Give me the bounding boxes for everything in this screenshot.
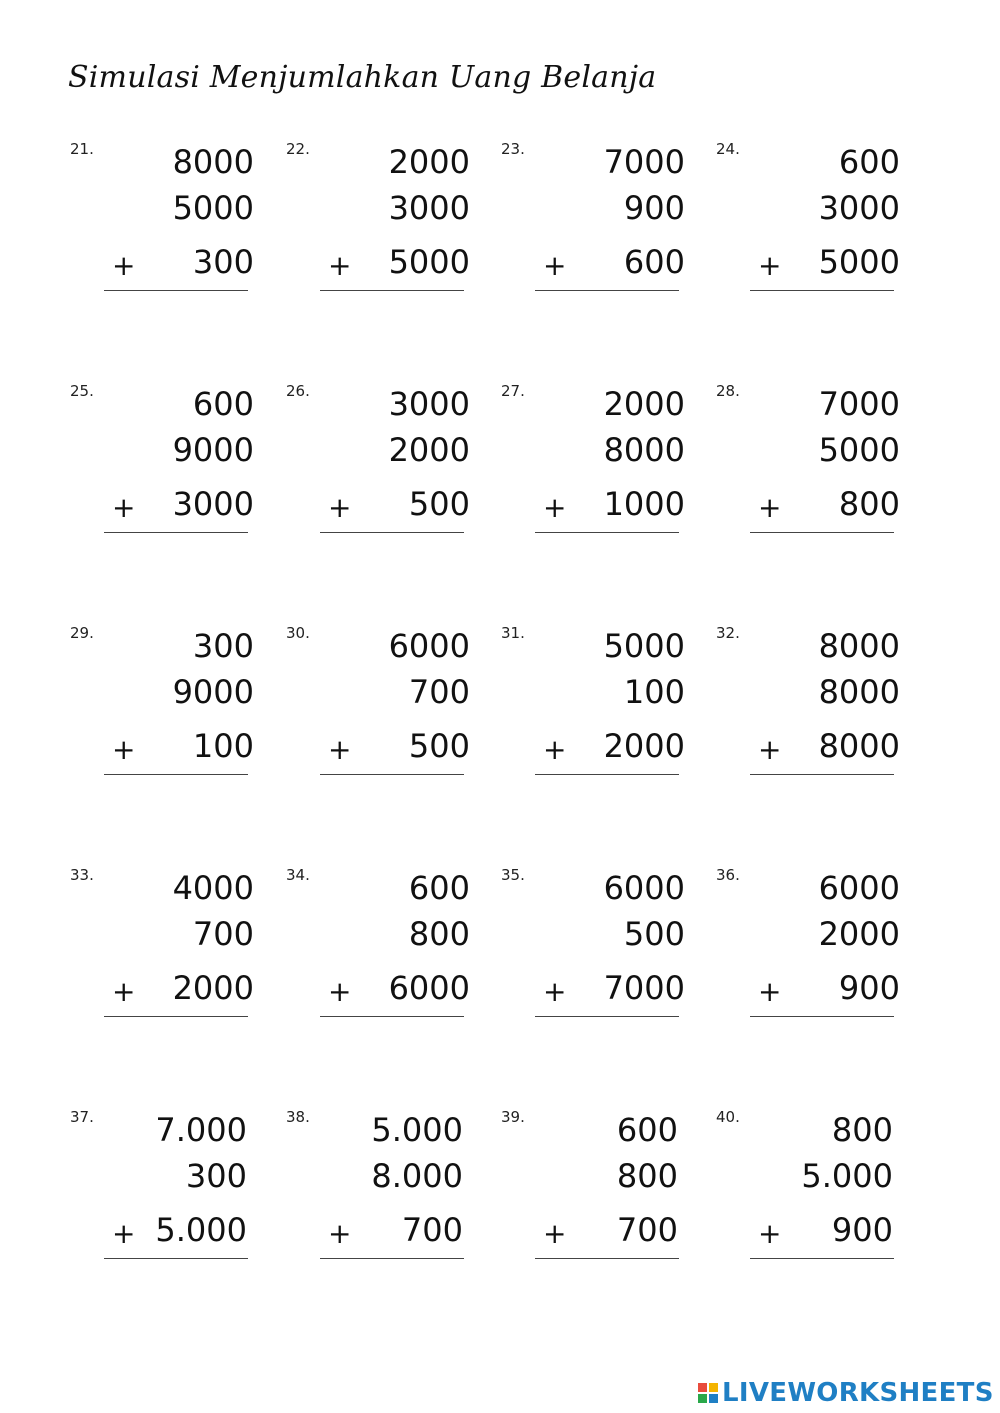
problem-number: 37.	[70, 1108, 94, 1126]
addend-1: 5.000	[371, 1111, 463, 1149]
addend-3: 5000	[818, 243, 900, 281]
addend-3: 6000	[388, 969, 470, 1007]
addend-3: 500	[408, 727, 470, 765]
addend-2: 3000	[818, 189, 900, 227]
problem-number: 22.	[286, 140, 310, 158]
addend-1: 2000	[388, 143, 470, 181]
logo-square	[709, 1383, 718, 1392]
addend-1: 800	[831, 1111, 893, 1149]
addition-problem	[501, 624, 701, 794]
addend-3: 900	[831, 1211, 893, 1249]
sum-line	[320, 774, 464, 775]
addend-1: 6000	[603, 869, 685, 907]
problem-number: 34.	[286, 866, 310, 884]
brand-footer[interactable]	[698, 1378, 994, 1408]
problem-number: 23.	[501, 140, 525, 158]
plus-sign: +	[758, 491, 782, 524]
problem-number: 36.	[716, 866, 740, 884]
problem-number: 32.	[716, 624, 740, 642]
page-title: Simulasi Menjumlahkan Uang Belanja	[68, 60, 657, 95]
sum-line	[535, 1258, 679, 1259]
plus-sign: +	[112, 1217, 136, 1250]
sum-line	[320, 532, 464, 533]
logo-square	[698, 1383, 707, 1392]
sum-line	[104, 290, 248, 291]
addend-2: 100	[623, 673, 685, 711]
plus-sign: +	[328, 733, 352, 766]
plus-sign: +	[543, 491, 567, 524]
plus-sign: +	[758, 249, 782, 282]
addend-2: 500	[623, 915, 685, 953]
addend-2: 2000	[818, 915, 900, 953]
addition-problem	[501, 1108, 701, 1278]
addend-3: 2000	[172, 969, 254, 1007]
addend-3: 5000	[388, 243, 470, 281]
addition-problem	[286, 624, 486, 794]
sum-line	[535, 1016, 679, 1017]
addend-3: 100	[192, 727, 254, 765]
plus-sign: +	[543, 975, 567, 1008]
addend-2: 900	[623, 189, 685, 227]
addend-3: 900	[838, 969, 900, 1007]
addend-3: 2000	[603, 727, 685, 765]
problem-number: 38.	[286, 1108, 310, 1126]
sum-line	[535, 532, 679, 533]
addition-problem	[501, 382, 701, 552]
problem-number: 27.	[501, 382, 525, 400]
sum-line	[750, 532, 894, 533]
addend-1: 4000	[172, 869, 254, 907]
plus-sign: +	[758, 733, 782, 766]
addend-2: 800	[408, 915, 470, 953]
sum-line	[320, 1016, 464, 1017]
addend-1: 6000	[818, 869, 900, 907]
sum-line	[750, 290, 894, 291]
sum-line	[535, 774, 679, 775]
problem-number: 35.	[501, 866, 525, 884]
addition-problem	[716, 140, 916, 310]
addend-3: 600	[623, 243, 685, 281]
sum-line	[535, 290, 679, 291]
addend-2: 800	[616, 1157, 678, 1195]
plus-sign: +	[328, 1217, 352, 1250]
addend-3: 1000	[603, 485, 685, 523]
addend-2: 9000	[172, 431, 254, 469]
addend-1: 7000	[818, 385, 900, 423]
addition-problem	[501, 866, 701, 1036]
addend-1: 600	[192, 385, 254, 423]
plus-sign: +	[758, 1217, 782, 1250]
brand-name: LIVEWORKSHEETS	[722, 1378, 994, 1408]
addend-1: 2000	[603, 385, 685, 423]
addend-2: 8000	[818, 673, 900, 711]
addend-2: 5000	[818, 431, 900, 469]
plus-sign: +	[112, 491, 136, 524]
addition-problem	[286, 140, 486, 310]
sum-line	[104, 1258, 248, 1259]
addend-1: 8000	[818, 627, 900, 665]
problem-number: 30.	[286, 624, 310, 642]
addend-2: 8.000	[371, 1157, 463, 1195]
addition-problem	[501, 140, 701, 310]
addend-1: 8000	[172, 143, 254, 181]
addend-1: 600	[616, 1111, 678, 1149]
addend-3: 700	[401, 1211, 463, 1249]
problem-number: 40.	[716, 1108, 740, 1126]
liveworksheets-logo-icon	[698, 1383, 718, 1403]
addition-problem	[286, 382, 486, 552]
plus-sign: +	[112, 733, 136, 766]
problem-number: 21.	[70, 140, 94, 158]
addend-3: 5.000	[155, 1211, 247, 1249]
addend-1: 3000	[388, 385, 470, 423]
plus-sign: +	[328, 975, 352, 1008]
addend-3: 300	[192, 243, 254, 281]
addition-problem	[286, 1108, 486, 1278]
sum-line	[104, 774, 248, 775]
sum-line	[750, 1016, 894, 1017]
plus-sign: +	[328, 491, 352, 524]
addend-1: 7.000	[155, 1111, 247, 1149]
addition-problem	[716, 624, 916, 794]
addend-3: 800	[838, 485, 900, 523]
problem-number: 29.	[70, 624, 94, 642]
logo-square	[709, 1394, 718, 1403]
problem-number: 39.	[501, 1108, 525, 1126]
problem-number: 25.	[70, 382, 94, 400]
addition-problem	[716, 382, 916, 552]
addend-1: 5000	[603, 627, 685, 665]
addend-1: 600	[838, 143, 900, 181]
sum-line	[750, 774, 894, 775]
problem-number: 26.	[286, 382, 310, 400]
problem-number: 33.	[70, 866, 94, 884]
addition-problem	[70, 1108, 270, 1278]
addend-2: 5.000	[801, 1157, 893, 1195]
addend-3: 7000	[603, 969, 685, 1007]
addition-problem	[716, 866, 916, 1036]
addend-2: 8000	[603, 431, 685, 469]
plus-sign: +	[328, 249, 352, 282]
plus-sign: +	[112, 975, 136, 1008]
addend-2: 9000	[172, 673, 254, 711]
plus-sign: +	[543, 249, 567, 282]
sum-line	[320, 1258, 464, 1259]
addend-2: 700	[192, 915, 254, 953]
addition-problem	[716, 1108, 916, 1278]
plus-sign: +	[758, 975, 782, 1008]
sum-line	[104, 532, 248, 533]
problem-number: 31.	[501, 624, 525, 642]
problem-number: 28.	[716, 382, 740, 400]
addend-1: 7000	[603, 143, 685, 181]
addition-problem	[70, 140, 270, 310]
addend-1: 6000	[388, 627, 470, 665]
plus-sign: +	[543, 1217, 567, 1250]
addend-2: 700	[408, 673, 470, 711]
addend-3: 3000	[172, 485, 254, 523]
addition-problem	[286, 866, 486, 1036]
addition-problem	[70, 624, 270, 794]
sum-line	[750, 1258, 894, 1259]
sum-line	[320, 290, 464, 291]
addend-1: 600	[408, 869, 470, 907]
plus-sign: +	[112, 249, 136, 282]
plus-sign: +	[543, 733, 567, 766]
addend-3: 700	[616, 1211, 678, 1249]
addend-2: 5000	[172, 189, 254, 227]
addition-problem	[70, 866, 270, 1036]
addend-2: 300	[185, 1157, 247, 1195]
problem-number: 24.	[716, 140, 740, 158]
logo-square	[698, 1394, 707, 1403]
addend-3: 8000	[818, 727, 900, 765]
addend-2: 2000	[388, 431, 470, 469]
addend-3: 500	[408, 485, 470, 523]
sum-line	[104, 1016, 248, 1017]
addend-2: 3000	[388, 189, 470, 227]
addition-problem	[70, 382, 270, 552]
addend-1: 300	[192, 627, 254, 665]
